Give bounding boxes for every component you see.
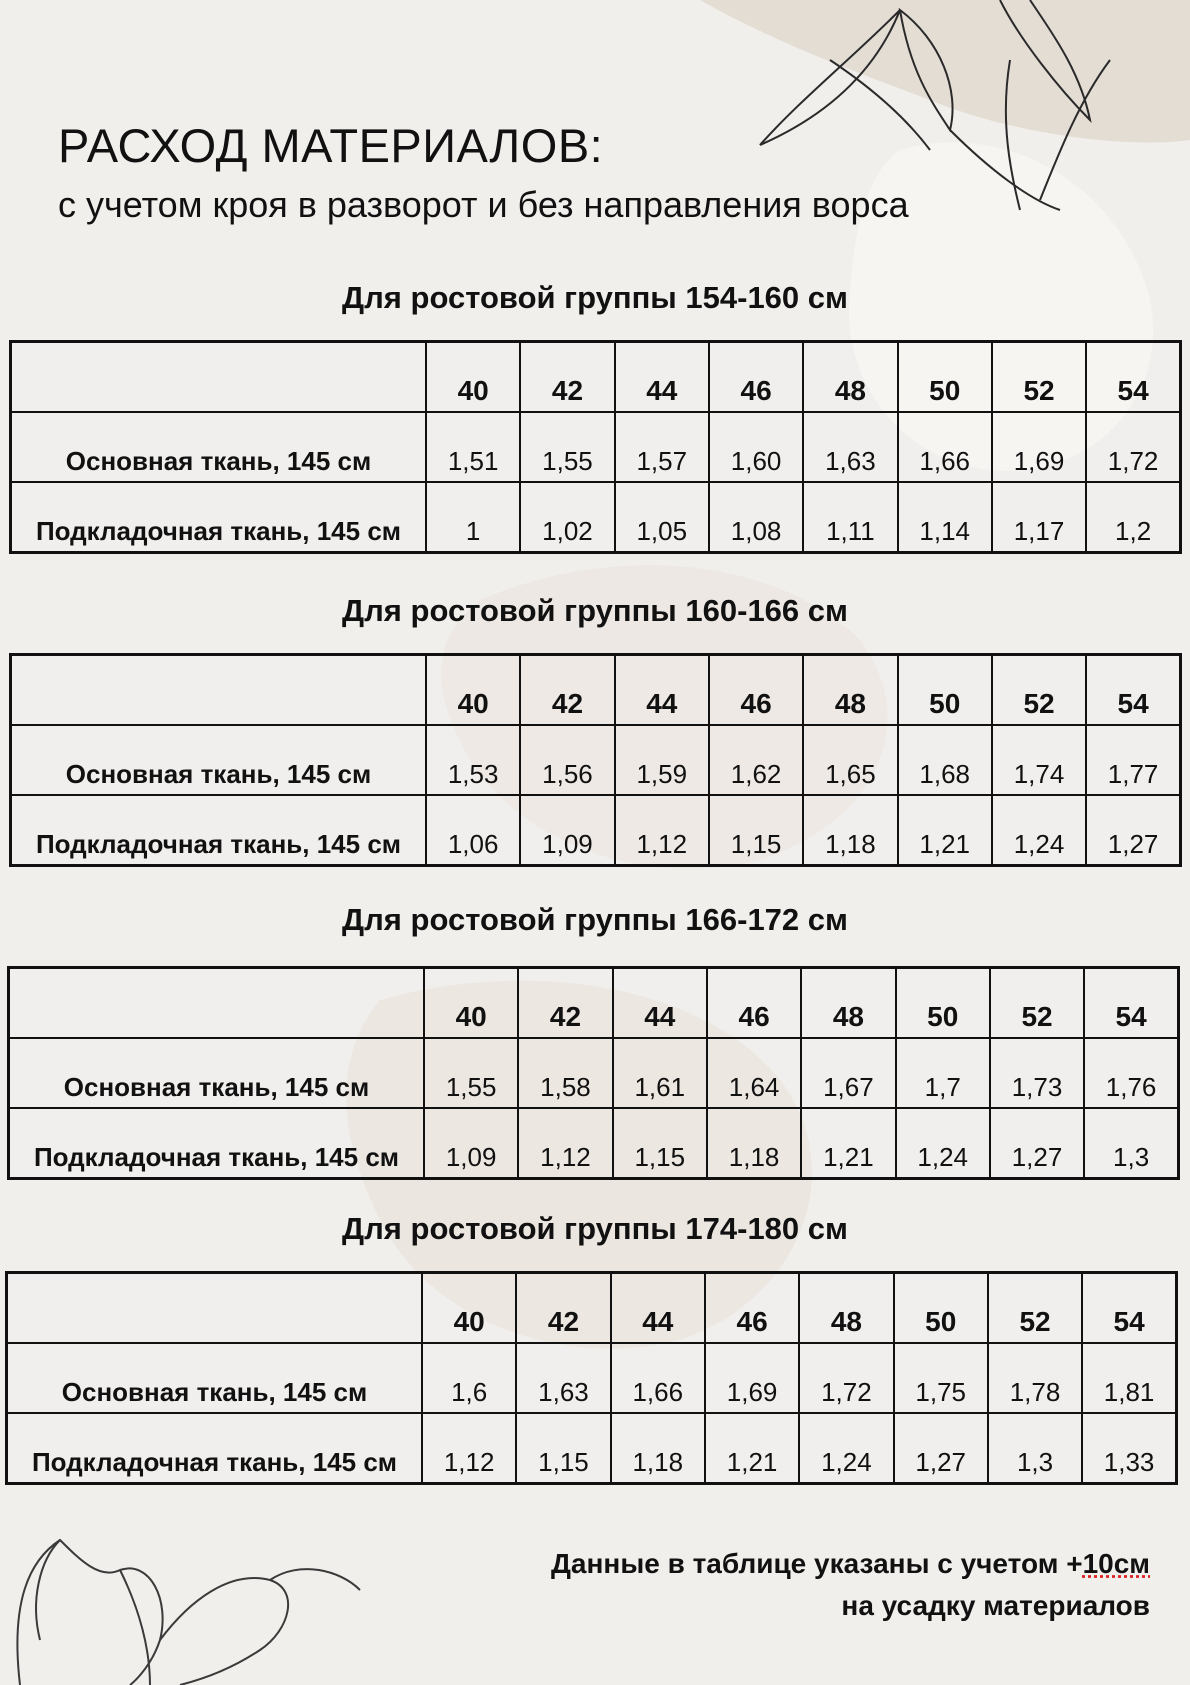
- value-cell: 1,62: [709, 725, 803, 795]
- row-label: Основная ткань, 145 см: [7, 1343, 423, 1413]
- size-header: 54: [1086, 655, 1180, 726]
- value-cell: 1,73: [990, 1038, 1084, 1108]
- value-cell: 1,24: [799, 1413, 893, 1484]
- value-cell: 1,72: [1086, 412, 1180, 482]
- value-cell: 1,61: [613, 1038, 707, 1108]
- value-cell: 1,33: [1082, 1413, 1176, 1484]
- materials-table: [5, 1271, 1178, 1485]
- header-empty-cell: [11, 342, 427, 413]
- value-cell: 1: [426, 482, 520, 553]
- size-header: 52: [988, 1273, 1082, 1344]
- shrinkage-note: [551, 1543, 1150, 1627]
- value-cell: 1,2: [1086, 482, 1180, 553]
- table-header-row: [11, 342, 1181, 413]
- row-label: Подкладочная ткань, 145 см: [11, 482, 427, 553]
- size-header: 48: [801, 968, 895, 1039]
- value-cell: 1,7: [896, 1038, 990, 1108]
- value-cell: 1,51: [426, 412, 520, 482]
- value-cell: 1,56: [520, 725, 614, 795]
- value-cell: 1,09: [520, 795, 614, 866]
- value-cell: 1,55: [424, 1038, 518, 1108]
- value-cell: 1,24: [992, 795, 1086, 866]
- value-cell: 1,05: [615, 482, 709, 553]
- value-cell: 1,15: [613, 1108, 707, 1179]
- size-header: 42: [520, 342, 614, 413]
- value-cell: 1,66: [611, 1343, 705, 1413]
- table-row: [11, 725, 1181, 795]
- size-header: 40: [426, 655, 520, 726]
- value-cell: 1,15: [516, 1413, 610, 1484]
- note-line2: на усадку материалов: [841, 1590, 1150, 1621]
- row-label: Основная ткань, 145 см: [11, 725, 427, 795]
- size-header: 52: [992, 342, 1086, 413]
- value-cell: 1,65: [803, 725, 897, 795]
- group-heading: Для ростовой группы 166-172 см: [342, 902, 848, 937]
- size-header: 54: [1084, 968, 1178, 1039]
- row-label: Подкладочная ткань, 145 см: [11, 795, 427, 866]
- size-header: 46: [707, 968, 801, 1039]
- table-row: [7, 1343, 1177, 1413]
- value-cell: 1,06: [426, 795, 520, 866]
- table-row: [9, 1108, 1179, 1179]
- materials-table: [9, 340, 1182, 554]
- value-cell: 1,72: [799, 1343, 893, 1413]
- size-header: 44: [613, 968, 707, 1039]
- row-label: Подкладочная ткань, 145 см: [7, 1413, 423, 1484]
- note-line1-prefix: Данные в таблице указаны с учетом +: [550, 1548, 1083, 1579]
- value-cell: 1,3: [988, 1413, 1082, 1484]
- size-header: 44: [615, 655, 709, 726]
- materials-table: [9, 653, 1182, 867]
- table-row: [11, 482, 1181, 553]
- value-cell: 1,27: [894, 1413, 988, 1484]
- size-header: 42: [518, 968, 612, 1039]
- value-cell: 1,18: [803, 795, 897, 866]
- value-cell: 1,77: [1086, 725, 1180, 795]
- value-cell: 1,60: [709, 412, 803, 482]
- size-header: 46: [705, 1273, 799, 1344]
- value-cell: 1,67: [801, 1038, 895, 1108]
- value-cell: 1,53: [426, 725, 520, 795]
- table-header-row: [11, 655, 1181, 726]
- size-header: 50: [894, 1273, 988, 1344]
- value-cell: 1,64: [707, 1038, 801, 1108]
- table-row: [7, 1413, 1177, 1484]
- size-header: 52: [990, 968, 1084, 1039]
- value-cell: 1,18: [707, 1108, 801, 1179]
- row-label: Основная ткань, 145 см: [9, 1038, 425, 1108]
- value-cell: 1,12: [615, 795, 709, 866]
- size-header: 48: [803, 342, 897, 413]
- size-header: 54: [1086, 342, 1180, 413]
- value-cell: 1,69: [992, 412, 1086, 482]
- value-cell: 1,3: [1084, 1108, 1178, 1179]
- value-cell: 1,09: [424, 1108, 518, 1179]
- value-cell: 1,08: [709, 482, 803, 553]
- page-title: РАСХОД МАТЕРИАЛОВ:: [58, 119, 604, 172]
- table-row: [11, 412, 1181, 482]
- value-cell: 1,14: [898, 482, 992, 553]
- value-cell: 1,63: [516, 1343, 610, 1413]
- size-header: 40: [424, 968, 518, 1039]
- page-subtitle: с учетом кроя в разворот и без направления ворса: [58, 184, 909, 225]
- size-header: 44: [611, 1273, 705, 1344]
- table-header-row: [7, 1273, 1177, 1344]
- value-cell: 1,74: [992, 725, 1086, 795]
- materials-table: [7, 966, 1180, 1180]
- value-cell: 1,21: [801, 1108, 895, 1179]
- size-header: 52: [992, 655, 1086, 726]
- note-line1-highlight: 10см: [1082, 1548, 1150, 1579]
- size-header: 46: [709, 655, 803, 726]
- value-cell: 1,17: [992, 482, 1086, 553]
- table-header-row: [9, 968, 1179, 1039]
- value-cell: 1,27: [990, 1108, 1084, 1179]
- value-cell: 1,81: [1082, 1343, 1176, 1413]
- size-header: 40: [422, 1273, 516, 1344]
- row-label: Подкладочная ткань, 145 см: [9, 1108, 425, 1179]
- group-heading: Для ростовой группы 154-160 см: [342, 280, 848, 315]
- value-cell: 1,78: [988, 1343, 1082, 1413]
- header-empty-cell: [9, 968, 425, 1039]
- value-cell: 1,69: [705, 1343, 799, 1413]
- size-header: 40: [426, 342, 520, 413]
- table-row: [11, 795, 1181, 866]
- value-cell: 1,58: [518, 1038, 612, 1108]
- size-header: 48: [803, 655, 897, 726]
- size-header: 42: [520, 655, 614, 726]
- value-cell: 1,6: [422, 1343, 516, 1413]
- size-header: 48: [799, 1273, 893, 1344]
- group-heading: Для ростовой группы 174-180 см: [342, 1211, 848, 1246]
- value-cell: 1,76: [1084, 1038, 1178, 1108]
- value-cell: 1,24: [896, 1108, 990, 1179]
- value-cell: 1,59: [615, 725, 709, 795]
- size-header: 42: [516, 1273, 610, 1344]
- size-header: 50: [896, 968, 990, 1039]
- value-cell: 1,75: [894, 1343, 988, 1413]
- value-cell: 1,21: [898, 795, 992, 866]
- size-header: 44: [615, 342, 709, 413]
- size-header: 50: [898, 655, 992, 726]
- value-cell: 1,57: [615, 412, 709, 482]
- value-cell: 1,02: [520, 482, 614, 553]
- group-heading: Для ростовой группы 160-166 см: [342, 593, 848, 628]
- size-header: 54: [1082, 1273, 1176, 1344]
- value-cell: 1,63: [803, 412, 897, 482]
- size-header: 46: [709, 342, 803, 413]
- value-cell: 1,15: [709, 795, 803, 866]
- value-cell: 1,55: [520, 412, 614, 482]
- value-cell: 1,11: [803, 482, 897, 553]
- value-cell: 1,12: [518, 1108, 612, 1179]
- value-cell: 1,68: [898, 725, 992, 795]
- value-cell: 1,21: [705, 1413, 799, 1484]
- size-header: 50: [898, 342, 992, 413]
- value-cell: 1,27: [1086, 795, 1180, 866]
- value-cell: 1,18: [611, 1413, 705, 1484]
- header-empty-cell: [7, 1273, 423, 1344]
- header-empty-cell: [11, 655, 427, 726]
- value-cell: 1,12: [422, 1413, 516, 1484]
- table-row: [9, 1038, 1179, 1108]
- row-label: Основная ткань, 145 см: [11, 412, 427, 482]
- value-cell: 1,66: [898, 412, 992, 482]
